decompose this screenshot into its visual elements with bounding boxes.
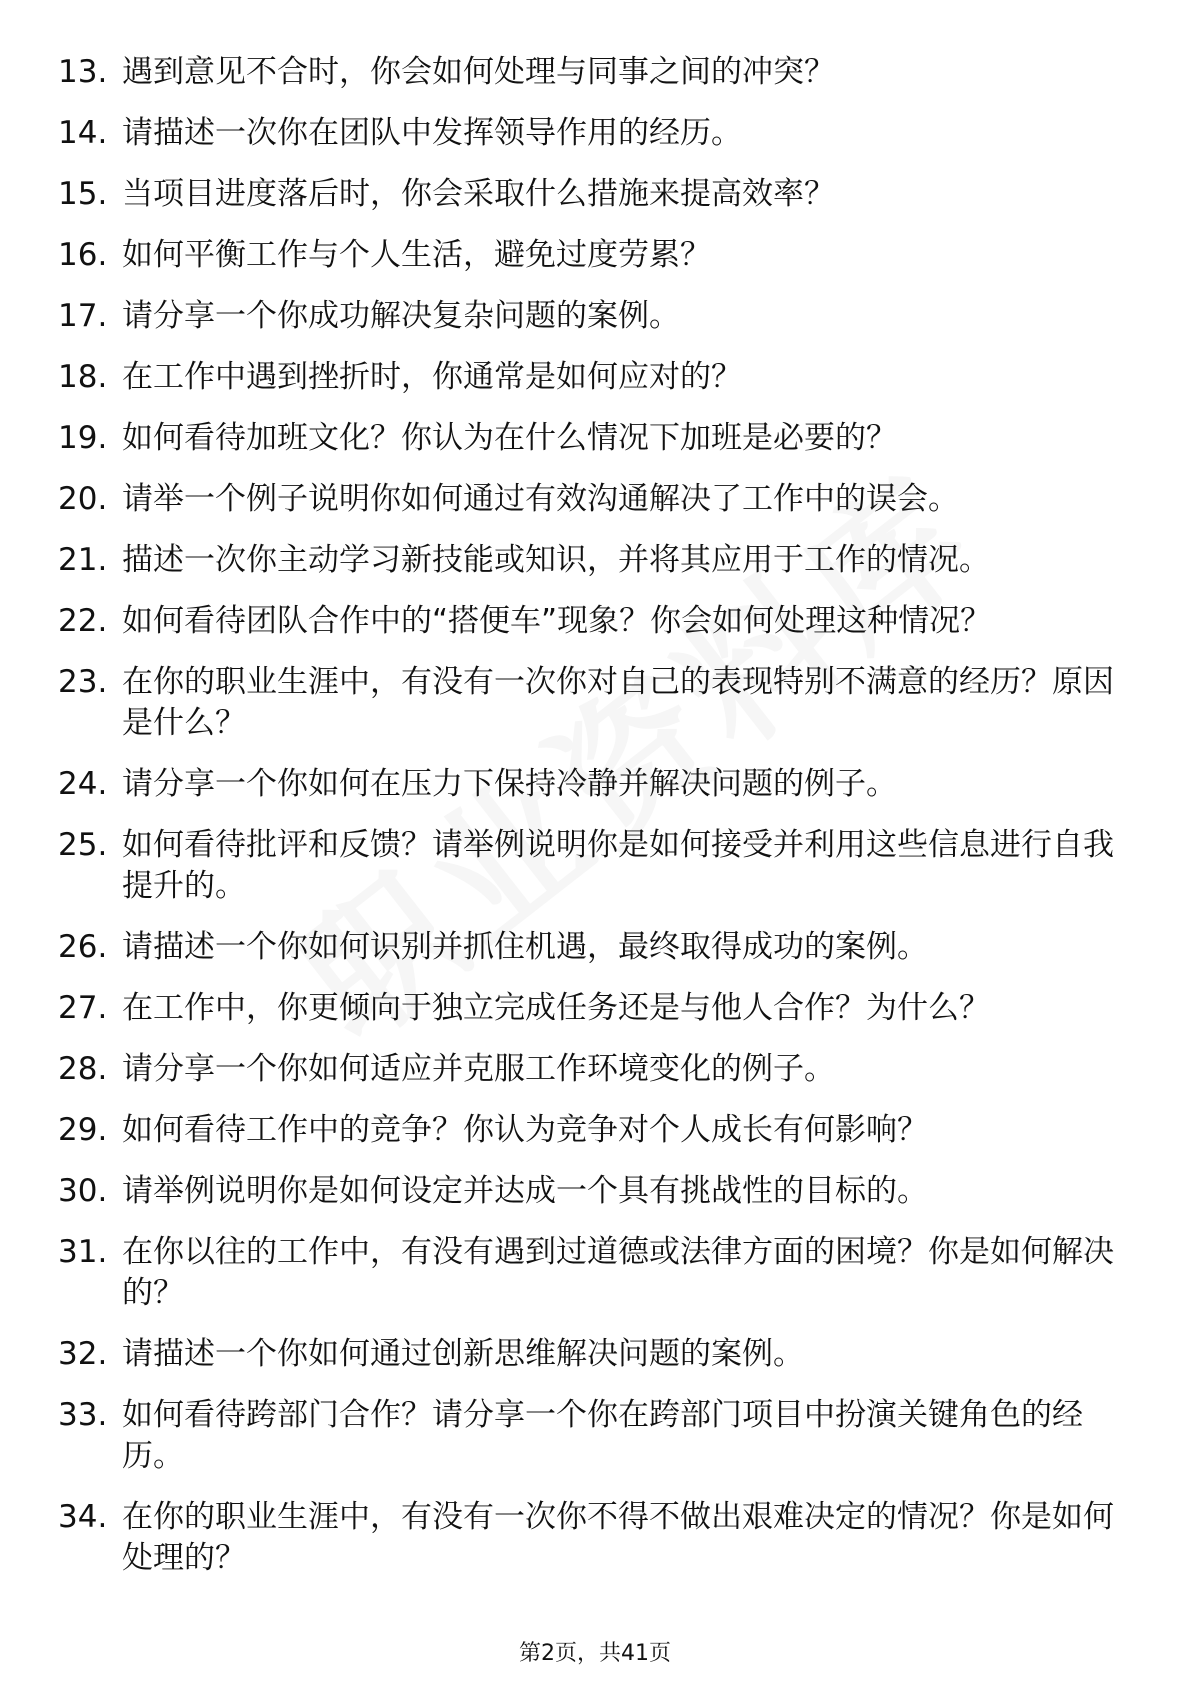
question-text: 如何看待跨部门合作？请分享一个你在跨部门项目中扮演关键角色的经历。	[122, 1397, 1083, 1474]
question-item	[58, 1395, 1128, 1477]
question-item	[58, 357, 1128, 398]
question-number: 17.	[58, 298, 108, 334]
question-text: 如何看待加班文化？你认为在什么情况下加班是必要的？	[122, 420, 897, 456]
question-number: 16.	[58, 237, 108, 273]
question-text: 描述一次你主动学习新技能或知识，并将其应用于工作的情况。	[122, 542, 990, 578]
question-number: 21.	[58, 542, 108, 578]
question-text: 请举一个例子说明你如何通过有效沟通解决了工作中的误会。	[122, 481, 959, 517]
question-text: 如何看待团队合作中的“搭便车”现象？你会如何处理这种情况？	[122, 603, 992, 639]
question-item	[58, 601, 1128, 642]
question-text: 请分享一个你如何适应并克服工作环境变化的例子。	[122, 1051, 835, 1087]
question-item	[58, 235, 1128, 276]
question-item	[58, 825, 1128, 907]
question-item	[58, 113, 1128, 154]
question-text: 在你的职业生涯中，有没有一次你不得不做出艰难决定的情况？你是如何处理的？	[122, 1499, 1114, 1576]
question-item	[58, 988, 1128, 1029]
question-number: 15.	[58, 176, 108, 212]
question-number: 29.	[58, 1112, 108, 1148]
question-number: 23.	[58, 664, 108, 700]
question-item	[58, 296, 1128, 337]
question-item	[58, 662, 1128, 744]
question-number: 18.	[58, 359, 108, 395]
question-item	[58, 418, 1128, 459]
question-item	[58, 764, 1128, 805]
question-item	[58, 1232, 1128, 1314]
question-text: 请举例说明你是如何设定并达成一个具有挑战性的目标的。	[122, 1173, 928, 1209]
question-number: 22.	[58, 603, 108, 639]
question-text: 如何看待批评和反馈？请举例说明你是如何接受并利用这些信息进行自我提升的。	[122, 827, 1114, 904]
question-text: 请描述一个你如何识别并抓住机遇，最终取得成功的案例。	[122, 929, 928, 965]
question-number: 31.	[58, 1234, 108, 1270]
question-text: 在你以往的工作中，有没有遇到过道德或法律方面的困境？你是如何解决的？	[122, 1234, 1114, 1311]
question-item	[58, 1171, 1128, 1212]
question-text: 请描述一个你如何通过创新思维解决问题的案例。	[122, 1336, 804, 1372]
question-number: 13.	[58, 54, 108, 90]
question-text: 遇到意见不合时，你会如何处理与同事之间的冲突？	[122, 54, 835, 90]
question-number: 19.	[58, 420, 108, 456]
question-number: 26.	[58, 929, 108, 965]
question-number: 34.	[58, 1499, 108, 1535]
question-text: 在工作中遇到挫折时，你通常是如何应对的？	[122, 359, 742, 395]
question-text: 请描述一次你在团队中发挥领导作用的经历。	[122, 115, 742, 151]
question-item	[58, 479, 1128, 520]
question-number: 20.	[58, 481, 108, 517]
question-item	[58, 1049, 1128, 1090]
question-number: 28.	[58, 1051, 108, 1087]
question-item	[58, 174, 1128, 215]
question-number: 27.	[58, 990, 108, 1026]
question-text: 如何平衡工作与个人生活，避免过度劳累？	[122, 237, 711, 273]
question-item	[58, 540, 1128, 581]
question-number: 24.	[58, 766, 108, 802]
question-text: 请分享一个你如何在压力下保持冷静并解决问题的例子。	[122, 766, 897, 802]
question-item	[58, 52, 1128, 93]
question-item	[58, 1334, 1128, 1375]
question-item	[58, 927, 1128, 968]
question-text: 当项目进度落后时，你会采取什么措施来提高效率？	[122, 176, 835, 212]
page-footer: 第2页，共41页	[519, 1641, 671, 1666]
question-list	[58, 52, 1128, 1599]
question-number: 32.	[58, 1336, 108, 1372]
question-number: 30.	[58, 1173, 108, 1209]
question-item	[58, 1497, 1128, 1579]
question-number: 14.	[58, 115, 108, 151]
question-number: 25.	[58, 827, 108, 863]
question-text: 在工作中，你更倾向于独立完成任务还是与他人合作？为什么？	[122, 990, 990, 1026]
question-item	[58, 1110, 1128, 1151]
question-text: 如何看待工作中的竞争？你认为竞争对个人成长有何影响？	[122, 1112, 928, 1148]
question-number: 33.	[58, 1397, 108, 1433]
question-text: 在你的职业生涯中，有没有一次你对自己的表现特别不满意的经历？原因是什么？	[122, 664, 1114, 741]
question-text: 请分享一个你成功解决复杂问题的案例。	[122, 298, 680, 334]
